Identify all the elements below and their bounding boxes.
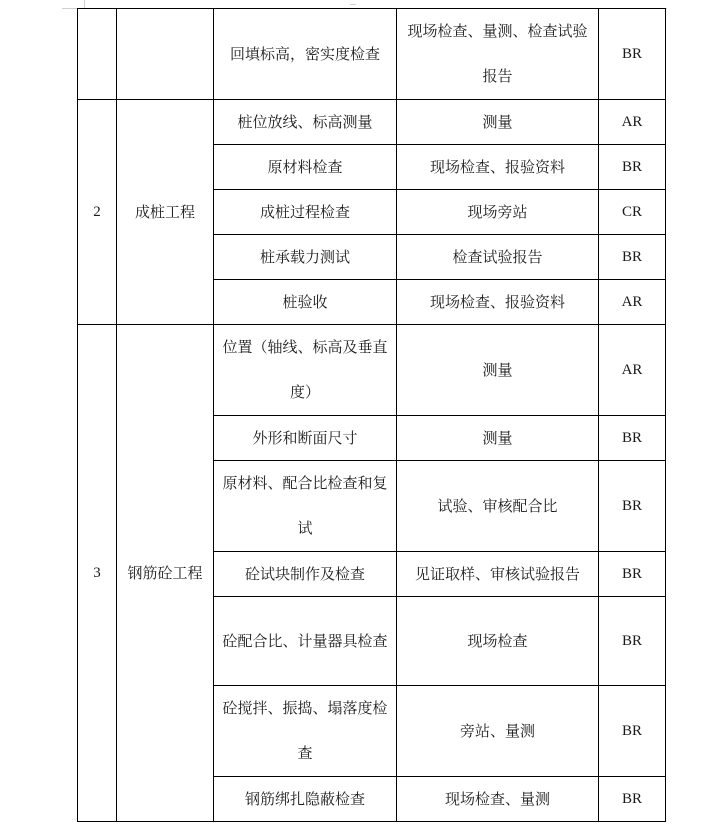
check-item-text: 回填标高，密实度检查 (229, 44, 380, 63)
level-cell: BR (599, 235, 666, 280)
check-item-cell: 成桩过程检查 (214, 190, 397, 235)
check-item-cell: 原材料检查 (214, 145, 397, 190)
project-cell (117, 9, 214, 100)
inspection-table (77, 8, 666, 822)
check-item-cell (214, 686, 397, 777)
level-cell: BR (599, 461, 666, 552)
table-row (78, 325, 666, 416)
check-item-cell: 砼试块制作及检查 (214, 552, 397, 597)
check-item-cell: 桩承载力测试 (214, 235, 397, 280)
level-cell: AR (599, 325, 666, 416)
check-item-text: 原材料、配合比检查和复试 (222, 474, 388, 537)
check-method-cell: 测量 (397, 416, 599, 461)
check-method-cell: 检查试验报告 (397, 235, 599, 280)
row-number-cell: 3 (78, 325, 117, 822)
check-item-cell: 桩位放线、标高测量 (214, 100, 397, 145)
check-item-cell (214, 597, 397, 686)
check-method-cell: 现场旁站 (397, 190, 599, 235)
level-cell: BR (599, 597, 666, 686)
project-cell: 钢筋砼工程 (117, 325, 214, 822)
check-method-cell: 现场检查 (397, 597, 599, 686)
check-method-cell: 测量 (397, 100, 599, 145)
level-cell: BR (599, 552, 666, 597)
check-method-cell: 现场检查、报验资料 (397, 145, 599, 190)
check-method-cell: 旁站、量测 (397, 686, 599, 777)
project-cell: 成桩工程 (117, 100, 214, 325)
row-number-cell (78, 9, 117, 100)
level-cell: BR (599, 686, 666, 777)
check-item-cell: 桩验收 (214, 280, 397, 325)
check-item-text: 砼配合比、计量器具检查 (222, 631, 388, 650)
check-method-cell: 现场检查、量测 (397, 777, 599, 822)
check-item-text: 位置（轴线、标高及垂直度） (222, 338, 388, 401)
check-method-cell: 测量 (397, 325, 599, 416)
level-cell: AR (599, 100, 666, 145)
check-item-cell: 钢筋绑扎隐蔽检查 (214, 777, 397, 822)
check-item-cell: 外形和断面尺寸 (214, 416, 397, 461)
level-cell: BR (599, 145, 666, 190)
level-cell: BR (599, 416, 666, 461)
table-row (78, 9, 666, 100)
level-cell: CR (599, 190, 666, 235)
table-row (78, 100, 666, 145)
page-margin-mark (350, 0, 356, 5)
check-item-cell (214, 325, 397, 416)
page-margin-mark (84, 0, 85, 8)
check-method-text: 现场检查、量测、检查试验报告 (407, 22, 588, 85)
check-item-cell (214, 461, 397, 552)
check-method-cell (397, 9, 599, 100)
level-cell: BR (599, 777, 666, 822)
check-method-cell: 试验、审核配合比 (397, 461, 599, 552)
level-cell: AR (599, 280, 666, 325)
level-cell: BR (599, 9, 666, 100)
row-number-cell: 2 (78, 100, 117, 325)
check-item-text: 砼搅拌、振捣、塌落度检查 (222, 699, 388, 762)
check-method-cell: 见证取样、审核试验报告 (397, 552, 599, 597)
check-item-cell (214, 9, 397, 100)
check-method-cell: 现场检查、报验资料 (397, 280, 599, 325)
